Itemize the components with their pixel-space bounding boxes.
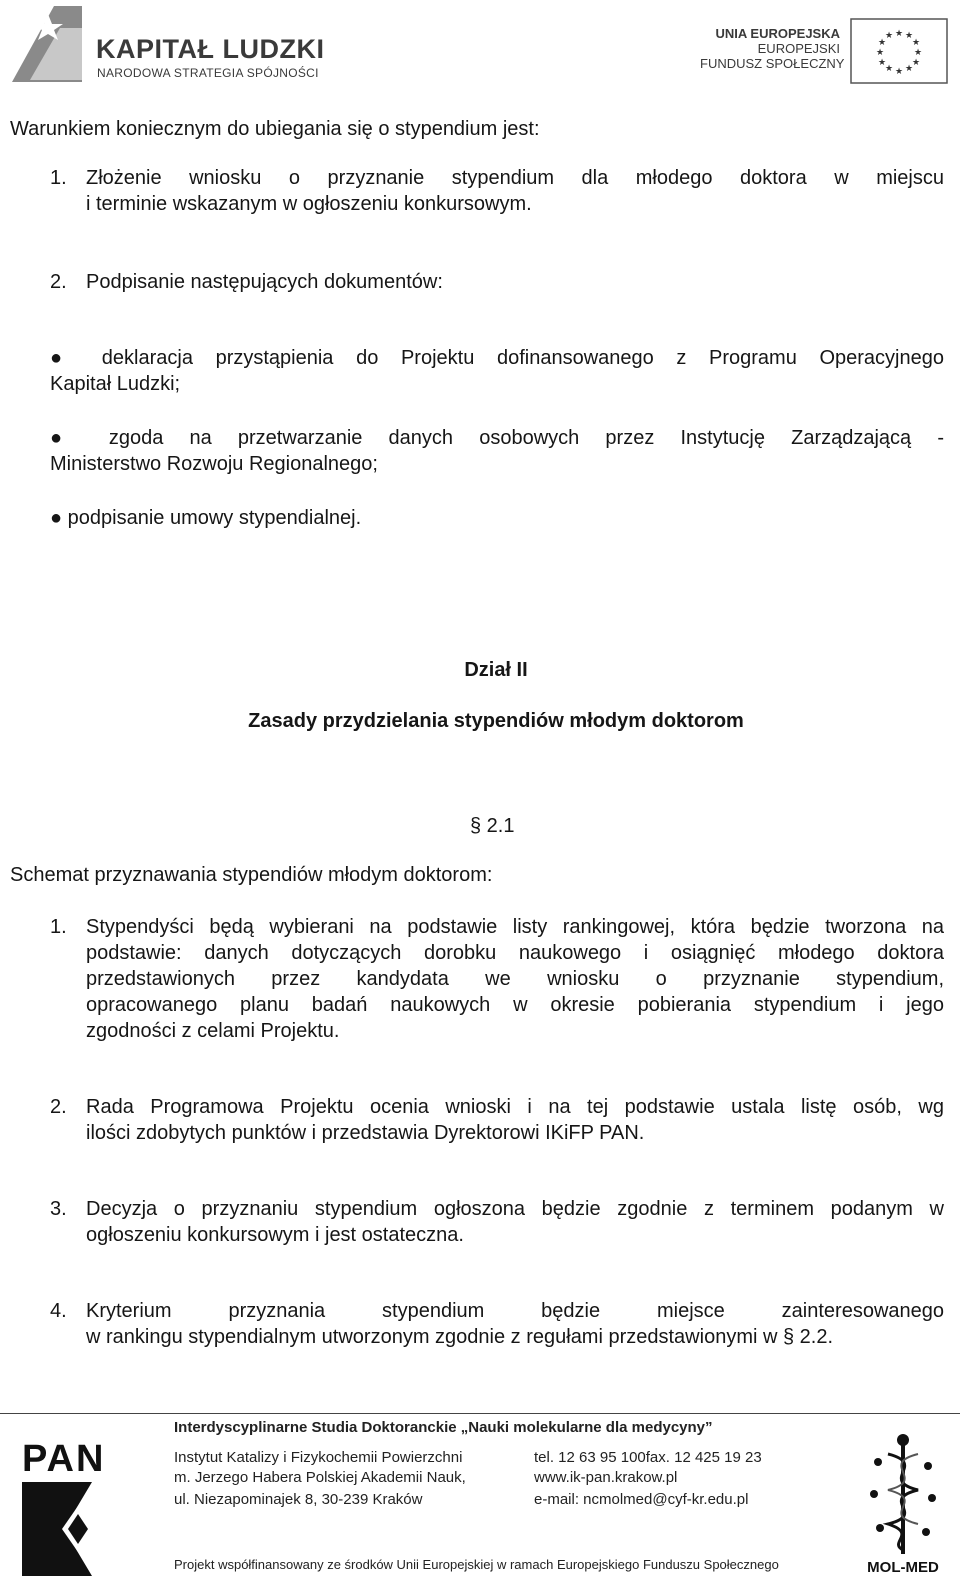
- footer-rule: [0, 1413, 960, 1414]
- bullet-1-line2: Kapitał Ludzki;: [50, 373, 181, 395]
- svg-text:★: ★: [877, 38, 887, 48]
- eu-line-1: UNIA EUROPEJSKA: [715, 26, 840, 41]
- bullet-2-line1: ● zgoda na przetwarzanie danych osobowych przez Instytucję Zarządzającą -: [50, 427, 944, 449]
- item-1-line5: zgodności z celami Projektu.: [86, 1020, 340, 1042]
- footer-funding-note: Projekt współfinansowany ze środków Unii Europejskiej w ramach Europejskiego Funduszu Społecznego: [174, 1557, 779, 1572]
- svg-text:★: ★: [913, 48, 923, 58]
- footer-address-2: m. Jerzego Habera Polskiej Akademii Nauk,: [174, 1469, 466, 1486]
- intro-text: Warunkiem koniecznym do ubiegania się o stypendium jest:: [10, 118, 540, 140]
- kapital-ludzki-title: KAPITAŁ LUDZKI: [96, 34, 325, 64]
- item-4-number: 4.: [50, 1300, 67, 1322]
- svg-text:★: ★: [894, 29, 904, 39]
- item-1-line2: podstawie: danych dotyczących dorobku naukowego i osiągnięć młodego doktora: [86, 942, 944, 964]
- cond1-line1: Złożenie wniosku o przyznanie stypendium dla młodego doktora w miejscu: [86, 167, 944, 189]
- footer-phone-fax: tel. 12 63 95 100fax. 12 425 19 23: [534, 1449, 762, 1466]
- footer-heading: Interdyscyplinarne Studia Doktoranckie „Nauki molekularne dla medycyny”: [174, 1419, 713, 1436]
- item-3-number: 3.: [50, 1198, 67, 1220]
- section-title: Dział II: [464, 659, 528, 681]
- item-2-line1: Rada Programowa Projektu ocenia wnioski i na tej podstawie ustala listę osób, wg: [86, 1096, 944, 1118]
- footer-address-3: ul. Niezapominajek 8, 30-239 Kraków: [174, 1491, 423, 1508]
- item-1-line1: Stypendyści będą wybierani na podstawie listy rankingowej, która będzie tworzona na: [86, 916, 944, 938]
- footer-email: e-mail: ncmolmed@cyf-kr.edu.pl: [534, 1491, 749, 1508]
- pan-logo-text: PAN: [22, 1438, 106, 1480]
- item-3-line1: Decyzja o przyznaniu stypendium ogłoszona będzie zgodnie z terminem podanym w: [86, 1198, 944, 1220]
- svg-text:★: ★: [884, 31, 894, 41]
- footer-website: www.ik-pan.krakow.pl: [534, 1469, 678, 1486]
- eu-line-3: FUNDUSZ SPOŁECZNY: [700, 56, 845, 71]
- molmed-logo-text: MOL-MED: [867, 1559, 939, 1576]
- item-1-line4: opracowanego planu badań naukowych w okresie pobierania stypendium i jego: [86, 994, 944, 1016]
- footer-address-1: Instytut Katalizy i Fizykochemii Powierzchni: [174, 1449, 463, 1466]
- kapital-ludzki-subtitle: NARODOWA STRATEGIA SPÓJNOŚCI: [97, 66, 319, 80]
- svg-text:★: ★: [875, 48, 885, 58]
- item-3-line2: ogłoszeniu konkursowym i jest ostateczna.: [86, 1224, 464, 1246]
- pan-logo: [22, 1438, 106, 1580]
- cond1-line2: i terminie wskazanym w ogłoszeniu konkursowym.: [86, 193, 532, 215]
- paragraph-ref: § 2.1: [470, 815, 515, 837]
- svg-text:★: ★: [911, 38, 921, 48]
- svg-text:★: ★: [894, 67, 904, 77]
- cond1-number: 1.: [50, 167, 67, 189]
- item-1-number: 1.: [50, 916, 67, 938]
- svg-text:★: ★: [911, 58, 921, 68]
- svg-text:★: ★: [884, 64, 894, 74]
- schema-title: Schemat przyznawania stypendiów młodym doktorom:: [10, 864, 493, 886]
- cond2-text: Podpisanie następujących dokumentów:: [86, 271, 443, 293]
- bullet-1-line1: ● deklaracja przystąpienia do Projektu dofinansowanego z Programu Operacyjnego: [50, 347, 944, 369]
- svg-text:★: ★: [904, 64, 914, 74]
- bullet-2-line2: Ministerstwo Rozwoju Regionalnego;: [50, 453, 378, 475]
- item-2-number: 2.: [50, 1096, 67, 1118]
- eu-line-2: EUROPEJSKI: [757, 41, 840, 56]
- section-subtitle: Zasady przydzielania stypendiów młodym doktorom: [248, 710, 744, 732]
- pan-logo-icon: [22, 1478, 102, 1576]
- cond2-number: 2.: [50, 271, 67, 293]
- svg-text:★: ★: [904, 31, 914, 41]
- svg-text:★: ★: [877, 58, 887, 68]
- molmed-logo: [858, 1432, 948, 1582]
- item-1-line3: przedstawionych przez kandydata we wniosku o przyznanie stypendium,: [86, 968, 944, 990]
- item-2-line2: ilości zdobytych punktów i przedstawia Dyrektorowi IKiFP PAN.: [86, 1122, 645, 1144]
- bullet-3-line1: ● podpisanie umowy stypendialnej.: [50, 507, 362, 529]
- item-4-line2: w rankingu stypendialnym utworzonym zgodnie z regułami przedstawionymi w § 2.2.: [86, 1326, 834, 1348]
- item-4-line1: Kryterium przyznania stypendium będzie miejsce zainteresowanego: [86, 1300, 944, 1322]
- eu-logo-text: [700, 26, 845, 71]
- molmed-caduceus-icon: [858, 1432, 948, 1558]
- eu-flag-icon: [850, 18, 948, 84]
